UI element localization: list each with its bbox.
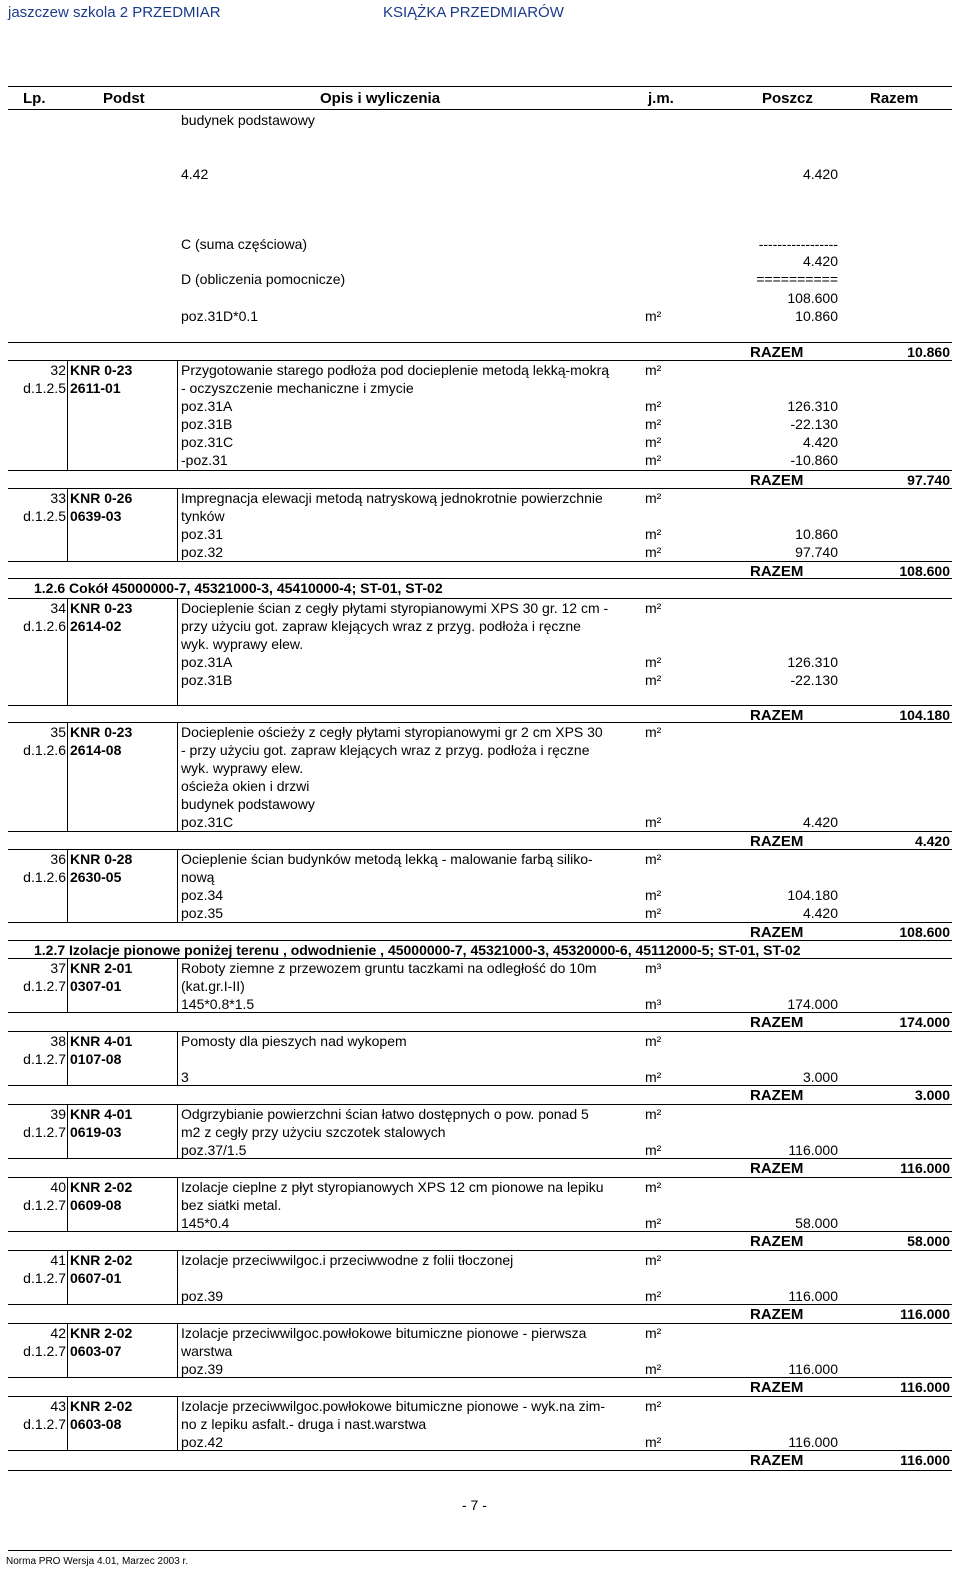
row-divider bbox=[8, 342, 952, 343]
section-heading: 1.2.7 Izolacje pionowe poniżej terenu , odwodnienie , 45000000-7, 45321000-3, 45320000-6, 45112000-5; ST-01, ST-02 bbox=[34, 942, 801, 958]
row-divider bbox=[8, 1177, 952, 1178]
calc-expression: poz.37/1.5 bbox=[181, 1142, 247, 1158]
calc-value: -22.130 bbox=[790, 416, 838, 432]
column-divider bbox=[67, 360, 68, 470]
document-title: jaszczew szkola 2 PRZEDMIAR bbox=[8, 4, 221, 21]
item-unit: m³ bbox=[645, 960, 662, 976]
item-description: Roboty ziemne z przewozem gruntu taczkami na odległość do 10m bbox=[181, 960, 597, 976]
item-norm-code: KNR 2-02 bbox=[70, 1179, 133, 1195]
razem-value: 3.000 bbox=[914, 1087, 950, 1103]
item-reference: d.1.2.7 bbox=[23, 1343, 66, 1359]
row-divider bbox=[8, 578, 952, 579]
item-number: 41 bbox=[50, 1252, 66, 1268]
section-heading: 1.2.6 Cokół 45000000-7, 45321000-3, 45410000-4; ST-01, ST-02 bbox=[34, 580, 443, 596]
razem-value: 116.000 bbox=[900, 1452, 950, 1468]
row-divider bbox=[8, 1396, 952, 1397]
razem-value: 4.420 bbox=[914, 833, 950, 849]
item-norm-position: 0603-08 bbox=[70, 1416, 122, 1432]
column-divider bbox=[67, 1104, 68, 1158]
calc-value: 4.420 bbox=[802, 253, 838, 269]
item-norm-position: 0107-08 bbox=[70, 1051, 122, 1067]
razem-label: RAZEM bbox=[750, 1379, 804, 1396]
calc-value: 3.000 bbox=[802, 1069, 838, 1085]
item-norm-code: KNR 2-02 bbox=[70, 1398, 133, 1414]
calc-unit: m² bbox=[645, 434, 662, 450]
calc-unit: m² bbox=[645, 1361, 662, 1377]
calc-value: 116.000 bbox=[788, 1288, 838, 1304]
calc-value: 10.860 bbox=[795, 308, 838, 324]
item-description: warstwa bbox=[181, 1343, 233, 1359]
calc-unit: m² bbox=[645, 526, 662, 542]
calc-value: 104.180 bbox=[787, 887, 838, 903]
razem-value: 116.000 bbox=[900, 1160, 950, 1176]
calc-value: 4.420 bbox=[802, 434, 838, 450]
item-number: 43 bbox=[50, 1398, 66, 1414]
item-norm-code: KNR 2-02 bbox=[70, 1325, 133, 1341]
item-unit: m² bbox=[645, 362, 662, 378]
calc-expression: poz.39 bbox=[181, 1288, 224, 1304]
calc-value: 97.740 bbox=[795, 544, 838, 560]
item-norm-position: 2630-05 bbox=[70, 869, 122, 885]
calc-expression: poz.35 bbox=[181, 905, 224, 921]
calc-expression: 145*0.4 bbox=[181, 1215, 230, 1231]
item-description: ościeża okien i drzwi bbox=[181, 778, 310, 794]
item-norm-code: KNR 4-01 bbox=[70, 1106, 133, 1122]
item-reference: d.1.2.6 bbox=[23, 869, 66, 885]
item-unit: m² bbox=[645, 851, 662, 867]
col-lp: Lp. bbox=[23, 90, 46, 107]
column-divider bbox=[67, 598, 68, 705]
row-divider bbox=[8, 1470, 952, 1471]
row-divider bbox=[8, 1323, 952, 1324]
item-reference: d.1.2.7 bbox=[23, 978, 66, 994]
razem-label: RAZEM bbox=[750, 472, 804, 489]
calc-unit: m² bbox=[645, 398, 662, 414]
item-unit: m² bbox=[645, 1398, 662, 1414]
col-jm: j.m. bbox=[648, 90, 674, 107]
item-description: Izolacje przeciwwilgoc.powłokowe bitumiczne pionowe - pierwsza bbox=[181, 1325, 587, 1341]
calc-unit: m² bbox=[645, 654, 662, 670]
calc-expression: poz.39 bbox=[181, 1361, 224, 1377]
item-description: Pomosty dla pieszych nad wykopem bbox=[181, 1033, 407, 1049]
column-divider bbox=[67, 1177, 68, 1231]
calc-value: 108.600 bbox=[787, 290, 838, 306]
item-number: 37 bbox=[50, 960, 66, 976]
razem-label: RAZEM bbox=[750, 344, 804, 361]
razem-value: 108.600 bbox=[899, 563, 950, 579]
calc-expression: poz.34 bbox=[181, 887, 224, 903]
calc-value: 4.420 bbox=[802, 905, 838, 921]
item-number: 40 bbox=[50, 1179, 66, 1195]
item-reference: d.1.2.5 bbox=[23, 380, 66, 396]
column-divider bbox=[177, 1250, 178, 1304]
item-norm-code: KNR 2-02 bbox=[70, 1252, 133, 1268]
column-divider bbox=[67, 958, 68, 1012]
item-unit: m² bbox=[645, 1033, 662, 1049]
calc-value: 4.420 bbox=[802, 814, 838, 830]
row-divider bbox=[8, 958, 952, 959]
calc-unit: m² bbox=[645, 1288, 662, 1304]
item-norm-position: 0639-03 bbox=[70, 508, 122, 524]
calc-expression: poz.42 bbox=[181, 1434, 224, 1450]
calc-expression: 145*0.8*1.5 bbox=[181, 996, 255, 1012]
item-reference: d.1.2.7 bbox=[23, 1197, 66, 1213]
calc-value: -22.130 bbox=[790, 672, 838, 688]
item-description: - przy użyciu got. zapraw klejących wraz z przyg. podłoża i ręczne bbox=[181, 742, 590, 758]
page-number: - 7 - bbox=[462, 1497, 487, 1513]
item-description: Impregnacja elewacji metodą natryskową jednokrotnie powierzchnie bbox=[181, 490, 603, 506]
column-divider bbox=[177, 1177, 178, 1231]
row-divider bbox=[8, 1377, 952, 1378]
calc-unit: m² bbox=[645, 887, 662, 903]
item-norm-code: KNR 0-23 bbox=[70, 362, 133, 378]
item-description: Docieplenie ościeży z cegły płytami styropianowymi gr 2 cm XPS 30 bbox=[181, 724, 603, 740]
item-description: m2 z cegły przy użyciu szczotek stalowych bbox=[181, 1124, 446, 1140]
calc-value: -10.860 bbox=[790, 452, 838, 468]
item-description: tynków bbox=[181, 508, 225, 524]
column-divider bbox=[67, 849, 68, 922]
calc-value: ========== bbox=[756, 271, 838, 287]
calc-unit: m² bbox=[645, 905, 662, 921]
item-reference: d.1.2.6 bbox=[23, 742, 66, 758]
item-description: nową bbox=[181, 869, 215, 885]
footer-text: Norma PRO Wersja 4.01, Marzec 2003 r. bbox=[6, 1556, 189, 1567]
item-norm-position: 2614-02 bbox=[70, 618, 122, 634]
column-divider bbox=[177, 1323, 178, 1377]
item-unit: m² bbox=[645, 1325, 662, 1341]
calc-value: 116.000 bbox=[788, 1361, 838, 1377]
item-reference: d.1.2.5 bbox=[23, 508, 66, 524]
calc-unit: m² bbox=[645, 1069, 662, 1085]
item-norm-position: 0607-01 bbox=[70, 1270, 122, 1286]
item-norm-code: KNR 0-28 bbox=[70, 851, 133, 867]
item-unit: m² bbox=[645, 1252, 662, 1268]
row-divider bbox=[8, 922, 952, 923]
razem-label: RAZEM bbox=[750, 563, 804, 580]
calc-value: 4.420 bbox=[802, 166, 838, 182]
item-number: 36 bbox=[50, 851, 66, 867]
razem-label: RAZEM bbox=[750, 924, 804, 941]
calc-line: C (suma częściowa) bbox=[181, 236, 308, 252]
calc-line: budynek podstawowy bbox=[181, 112, 315, 128]
footer-border bbox=[8, 1550, 952, 1551]
row-divider bbox=[8, 1158, 952, 1159]
calc-unit: m² bbox=[645, 544, 662, 560]
calc-unit: m² bbox=[645, 452, 662, 468]
item-reference: d.1.2.7 bbox=[23, 1051, 66, 1067]
calc-expression: poz.31B bbox=[181, 416, 233, 432]
calc-line: D (obliczenia pomocnicze) bbox=[181, 271, 346, 287]
razem-value: 10.860 bbox=[907, 344, 950, 360]
item-unit: m² bbox=[645, 1106, 662, 1122]
row-divider bbox=[8, 1250, 952, 1251]
razem-value: 58.000 bbox=[907, 1233, 950, 1249]
item-number: 34 bbox=[50, 600, 66, 616]
item-norm-code: KNR 0-23 bbox=[70, 600, 133, 616]
item-number: 38 bbox=[50, 1033, 66, 1049]
item-description: Izolacje przeciwwilgoc.powłokowe bitumiczne pionowe - wyk.na zim- bbox=[181, 1398, 606, 1414]
column-divider bbox=[67, 1323, 68, 1377]
item-description: Izolacje cieplne z płyt styropianowych XPS 12 cm pionowe na lepiku bbox=[181, 1179, 604, 1195]
column-divider bbox=[177, 1104, 178, 1158]
item-norm-position: 0609-08 bbox=[70, 1197, 122, 1213]
calc-expression: poz.31A bbox=[181, 398, 233, 414]
row-divider bbox=[8, 1012, 952, 1013]
razem-value: 104.180 bbox=[899, 707, 950, 723]
item-reference: d.1.2.7 bbox=[23, 1270, 66, 1286]
razem-label: RAZEM bbox=[750, 1233, 804, 1250]
row-divider bbox=[8, 470, 952, 471]
row-divider bbox=[8, 1031, 952, 1032]
razem-label: RAZEM bbox=[750, 1160, 804, 1177]
item-description: (kat.gr.I-II) bbox=[181, 978, 245, 994]
calc-value: 126.310 bbox=[787, 398, 838, 414]
column-divider bbox=[177, 958, 178, 1012]
row-divider bbox=[8, 849, 952, 850]
calc-expression: poz.31A bbox=[181, 654, 233, 670]
razem-label: RAZEM bbox=[750, 1014, 804, 1031]
column-divider bbox=[177, 488, 178, 561]
calc-expression: poz.31C bbox=[181, 434, 234, 450]
column-divider bbox=[67, 1031, 68, 1085]
item-norm-code: KNR 4-01 bbox=[70, 1033, 133, 1049]
column-divider bbox=[177, 1396, 178, 1450]
row-divider bbox=[8, 561, 952, 562]
item-description: bez siatki metal. bbox=[181, 1197, 282, 1213]
item-description: Przygotowanie starego podłoża pod docieplenie metodą lekką-mokrą bbox=[181, 362, 610, 378]
calc-expression: poz.31 bbox=[181, 526, 224, 542]
item-norm-position: 0603-07 bbox=[70, 1343, 122, 1359]
item-reference: d.1.2.6 bbox=[23, 618, 66, 634]
item-reference: d.1.2.7 bbox=[23, 1124, 66, 1140]
calc-value: ----------------- bbox=[758, 236, 838, 252]
calc-expression: 3 bbox=[181, 1069, 189, 1085]
column-divider bbox=[177, 1031, 178, 1085]
row-divider bbox=[8, 1104, 952, 1105]
header-bottom-border bbox=[8, 109, 952, 110]
razem-value: 108.600 bbox=[899, 924, 950, 940]
razem-value: 97.740 bbox=[907, 472, 950, 488]
row-divider bbox=[8, 1085, 952, 1086]
item-number: 32 bbox=[50, 362, 66, 378]
row-divider bbox=[8, 1304, 952, 1305]
razem-value: 116.000 bbox=[900, 1306, 950, 1322]
column-divider bbox=[67, 722, 68, 831]
row-divider bbox=[8, 940, 952, 941]
item-description: Ocieplenie ścian budynków metodą lekką - malowanie farbą siliko- bbox=[181, 851, 593, 867]
row-divider bbox=[8, 831, 952, 832]
calc-value: 116.000 bbox=[788, 1142, 838, 1158]
item-number: 42 bbox=[50, 1325, 66, 1341]
calc-unit: m² bbox=[645, 1215, 662, 1231]
column-divider bbox=[177, 849, 178, 922]
calc-value: 10.860 bbox=[795, 526, 838, 542]
column-divider bbox=[177, 598, 178, 705]
item-norm-position: 2611-01 bbox=[70, 380, 121, 396]
calc-value: 116.000 bbox=[788, 1434, 838, 1450]
calc-unit: m² bbox=[645, 672, 662, 688]
row-divider bbox=[8, 488, 952, 489]
item-number: 33 bbox=[50, 490, 66, 506]
item-description: wyk. wyprawy elew. bbox=[181, 636, 304, 652]
razem-value: 174.000 bbox=[899, 1014, 950, 1030]
razem-value: 116.000 bbox=[900, 1379, 950, 1395]
calc-value: 174.000 bbox=[787, 996, 838, 1012]
calc-value: 58.000 bbox=[795, 1215, 838, 1231]
row-divider bbox=[8, 1450, 952, 1451]
razem-label: RAZEM bbox=[750, 1087, 804, 1104]
razem-label: RAZEM bbox=[750, 1452, 804, 1469]
item-norm-position: 2614-08 bbox=[70, 742, 122, 758]
calc-expression: -poz.31 bbox=[181, 452, 228, 468]
item-norm-code: KNR 0-23 bbox=[70, 724, 133, 740]
column-divider bbox=[177, 722, 178, 831]
item-description: Docieplenie ścian z cegły płytami styropianowymi XPS 30 gr. 12 cm - bbox=[181, 600, 609, 616]
calc-unit: m² bbox=[645, 1434, 662, 1450]
row-divider bbox=[8, 360, 952, 361]
item-norm-code: KNR 2-01 bbox=[70, 960, 133, 976]
item-number: 35 bbox=[50, 724, 66, 740]
razem-label: RAZEM bbox=[750, 707, 804, 724]
row-divider bbox=[8, 1231, 952, 1232]
item-unit: m² bbox=[645, 1179, 662, 1195]
calc-line: 4.42 bbox=[181, 166, 209, 182]
calc-unit: m² bbox=[645, 308, 662, 324]
column-divider bbox=[177, 360, 178, 470]
calc-unit: m² bbox=[645, 416, 662, 432]
item-norm-position: 0619-03 bbox=[70, 1124, 122, 1140]
col-podst: Podst bbox=[103, 90, 145, 107]
item-number: 39 bbox=[50, 1106, 66, 1122]
row-divider bbox=[8, 722, 952, 723]
item-description: Izolacje przeciwwilgoc.i przeciwwodne z folii tłoczonej bbox=[181, 1252, 514, 1268]
item-reference: d.1.2.7 bbox=[23, 1416, 66, 1432]
item-unit: m² bbox=[645, 724, 662, 740]
item-unit: m² bbox=[645, 490, 662, 506]
calc-expression: poz.31C bbox=[181, 814, 234, 830]
item-norm-position: 0307-01 bbox=[70, 978, 122, 994]
razem-label: RAZEM bbox=[750, 1306, 804, 1323]
calc-unit: m³ bbox=[645, 996, 662, 1012]
col-razem: Razem bbox=[870, 90, 919, 107]
row-divider bbox=[8, 705, 952, 706]
item-description: - oczyszczenie mechaniczne i zmycie bbox=[181, 380, 414, 396]
razem-label: RAZEM bbox=[750, 833, 804, 850]
item-unit: m² bbox=[645, 600, 662, 616]
col-poszcz: Poszcz bbox=[762, 90, 813, 107]
calc-expression: poz.32 bbox=[181, 544, 224, 560]
item-description: wyk. wyprawy elew. bbox=[181, 760, 304, 776]
column-divider bbox=[67, 488, 68, 561]
calc-unit: m² bbox=[645, 814, 662, 830]
item-description: Odgrzybianie powierzchni ścian łatwo dostępnych o pow. ponad 5 bbox=[181, 1106, 589, 1122]
calc-expression: poz.31B bbox=[181, 672, 233, 688]
item-description: no z lepiku asfalt.- druga i nast.warstwa bbox=[181, 1416, 427, 1432]
item-description: budynek podstawowy bbox=[181, 796, 315, 812]
calc-unit: m² bbox=[645, 1142, 662, 1158]
row-divider bbox=[8, 598, 952, 599]
calc-value: 126.310 bbox=[787, 654, 838, 670]
column-divider bbox=[67, 1250, 68, 1304]
column-divider bbox=[67, 1396, 68, 1450]
calc-line: poz.31D*0.1 bbox=[181, 308, 259, 324]
header-top-border bbox=[8, 86, 952, 87]
item-description: przy użyciu got. zapraw klejących wraz z przyg. podłoża i ręczne bbox=[181, 618, 581, 634]
col-opis: Opis i wyliczenia bbox=[320, 90, 441, 107]
item-norm-code: KNR 0-26 bbox=[70, 490, 133, 506]
book-title: KSIĄŻKA PRZEDMIARÓW bbox=[383, 4, 564, 21]
